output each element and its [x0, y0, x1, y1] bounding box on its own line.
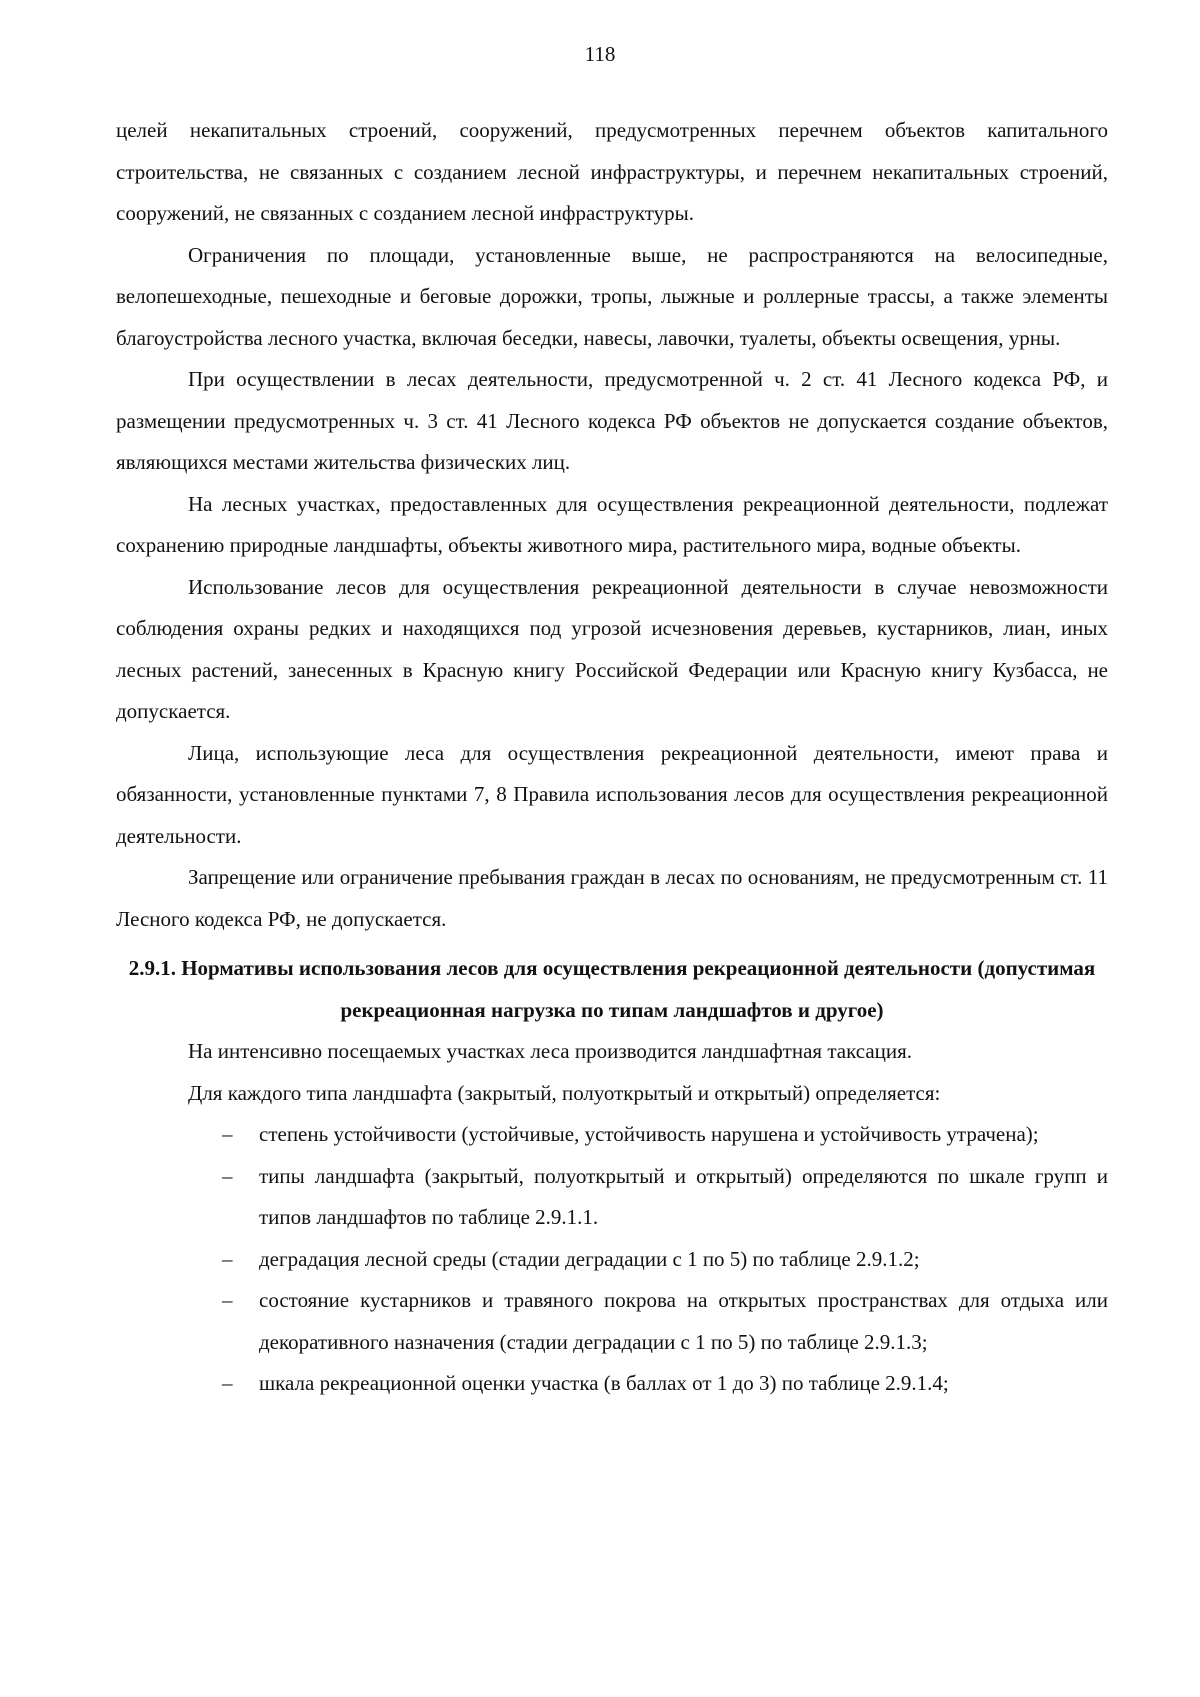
list-marker: –: [222, 1288, 233, 1312]
paragraph-rights-obligations: Лица, использующие леса для осуществления рекреационной деятельности, имеют права и обязанности, установленные пунктами 7, 8 Правила использования лесов для осуществления рекреационной деятельности.: [116, 740, 1108, 848]
list-item-text: состояние кустарников и травяного покрова на открытых пространствах для отдыха или декоративного назначения (стадии деградации с 1 по 5) по таблице 2.9.1.3;: [259, 1288, 1108, 1354]
list-item-text: степень устойчивости (устойчивые, устойчивость нарушена и устойчивость утрачена);: [259, 1122, 1039, 1146]
list-item: [116, 1239, 1108, 1281]
list-item-text: типы ландшафта (закрытый, полуоткрытый и открытый) определяются по шкале групп и типов ландшафтов по таблице 2.9.1.1.: [259, 1163, 1108, 1229]
list-item: [116, 1156, 1108, 1239]
paragraph-residence-prohibition: При осуществлении в лесах деятельности, предусмотренной ч. 2 ст. 41 Лесного кодекса РФ, и размещении предусмотренных ч. 3 ст. 41 Лесного кодекса РФ объектов не допускается создание объектов, являющихся местами жительства физических лиц.: [116, 367, 1108, 474]
paragraph-stay-restriction: Запрещение или ограничение пребывания граждан в лесах по основаниям, не предусмотренным ст. 11 Лесного кодекса РФ, не допускается.: [116, 865, 1108, 931]
page-content: [116, 110, 1108, 1405]
list-marker: –: [222, 1163, 233, 1188]
list-item-text: деградация лесной среды (стадии деградации с 1 по 5) по таблице 2.9.1.2;: [259, 1246, 920, 1271]
list-marker: –: [222, 1371, 233, 1395]
section-heading: 2.9.1. Нормативы использования лесов для осуществления рекреационной деятельности (допустимая рекреационная нагрузка по типам ландшафтов и другое): [128, 956, 1096, 1022]
list-item: [116, 1114, 1108, 1156]
list-marker: –: [222, 1122, 233, 1146]
list-item: [116, 1363, 1108, 1405]
paragraph-landscape-taxation: На интенсивно посещаемых участках леса производится ландшафтная таксация.: [188, 1039, 913, 1063]
page-number: 118: [584, 42, 616, 66]
paragraph-red-book: Использование лесов для осуществления рекреационной деятельности в случае невозможности соблюдения охраны редких и находящихся под угрозой исчезновения деревьев, кустарников, лиан, иных лесных растений, занесенных в Красную книгу Российской Федерации или Красную книгу Кузбасса, не допускается.: [116, 574, 1108, 723]
paragraph-area-restrictions: Ограничения по площади, установленные выше, не распространяются на велосипедные, велопешеходные, пешеходные и беговые дорожки, тропы, лыжные и роллерные трассы, а также элементы благоустройства лесного участка, включая беседки, навесы, лавочки, туалеты, объекты освещения, урны.: [116, 242, 1108, 350]
list-item-text: шкала рекреационной оценки участка (в баллах от 1 до 3) по таблице 2.9.1.4;: [259, 1371, 949, 1395]
paragraph-landscape-preservation: На лесных участках, предоставленных для осуществления рекреационной деятельности, подлежат сохранению природные ландшафты, объекты животного мира, растительного мира, водные объекты.: [116, 491, 1108, 557]
list-item: [116, 1280, 1108, 1363]
paragraph-landscape-types: Для каждого типа ландшафта (закрытый, полуоткрытый и открытый) определяется:: [188, 1080, 941, 1105]
criteria-list: [116, 1114, 1108, 1405]
list-marker: –: [222, 1246, 233, 1271]
paragraph-continuation: целей некапитальных строений, сооружений, предусмотренных перечнем объектов капитального строительства, не связанных с созданием лесной инфраструктуры, и перечнем некапитальных строений, сооружений, не связанных с созданием лесной инфраструктуры.: [116, 118, 1108, 225]
